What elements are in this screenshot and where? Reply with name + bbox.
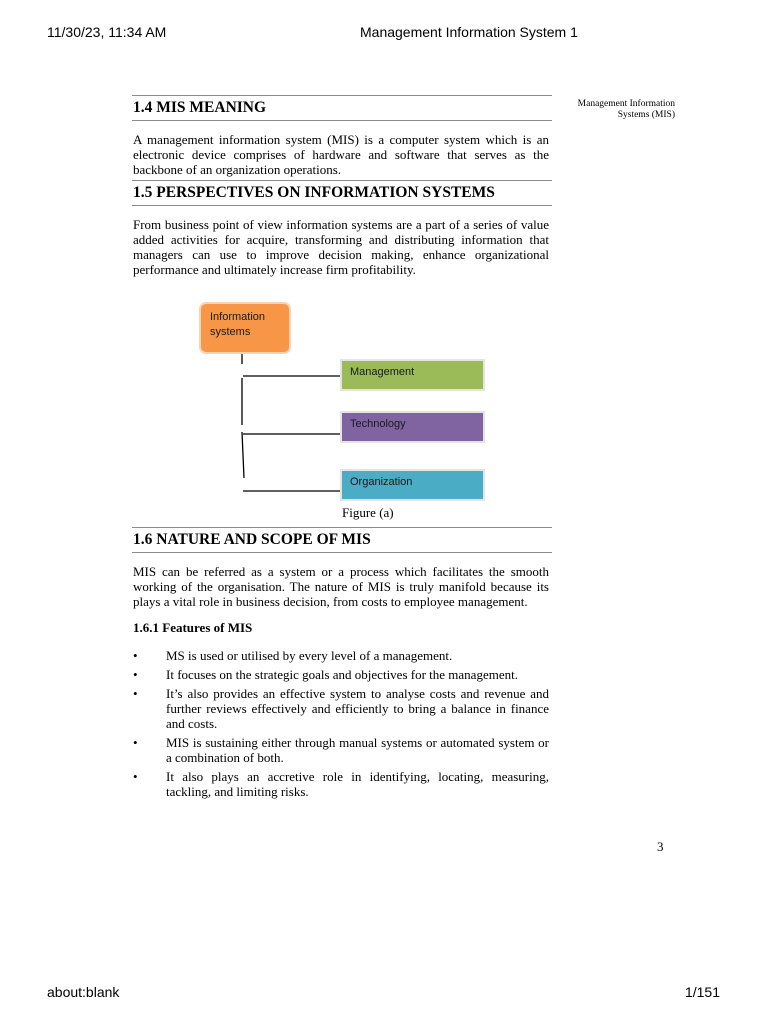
print-document-title: Management Information System 1 <box>360 24 578 40</box>
print-datetime: 11/30/23, 11:34 AM <box>47 24 167 40</box>
bullet-icon: • <box>133 667 138 682</box>
list-item: • It’s also provides an effective system to analyse costs and revenue and further reviews effectively and efficiently to bring a balance in finance and costs. <box>133 686 549 731</box>
list-item: • It also plays an accretive role in identifying, locating, measuring, tackling, and limiting risks. <box>133 769 549 799</box>
bullet-icon: • <box>133 648 138 663</box>
section-heading-1-5: 1.5 PERSPECTIVES ON INFORMATION SYSTEMS <box>132 180 552 206</box>
section-heading-1-6: 1.6 NATURE AND SCOPE OF MIS <box>132 527 552 553</box>
print-page-count: 1/151 <box>684 984 720 1000</box>
section-body-1-4: A management information system (MIS) is a computer system which is an electronic device comprises of hardware and software that serves as the backbone of an organization operations. <box>133 132 549 177</box>
page-content <box>133 95 549 799</box>
list-item: • It focuses on the strategic goals and objectives for the management. <box>133 667 518 682</box>
bullet-icon: • <box>133 735 138 750</box>
bullet-icon: • <box>133 686 138 701</box>
browser-print-footer <box>0 980 768 1010</box>
page-number: 3 <box>657 839 664 854</box>
organization-node: Organization <box>340 469 485 501</box>
section-heading-1-4: 1.4 MIS MEANING <box>132 95 552 121</box>
section-body-1-6: MIS can be referred as a system or a process which facilitates the smooth working of the organisation. The nature of MIS is truly manifold because its plays a vital role in business decision, from costs to employee management. <box>133 564 549 609</box>
browser-print-header <box>0 0 768 60</box>
bullet-icon: • <box>133 769 138 784</box>
information-systems-node: Information systems <box>199 302 291 354</box>
section-body-1-5: From business point of view information systems are a part of a series of value added activities for acquire, transforming and distributing information that managers can use to improve decision making, enhance organizational performance and ultimately increase firm profitability. <box>133 217 549 277</box>
subsection-heading-1-6-1: 1.6.1 Features of MIS <box>133 620 253 635</box>
management-node: Management <box>340 359 485 391</box>
list-item: • MIS is sustaining either through manual systems or automated system or a combination of both. <box>133 735 549 765</box>
margin-note: Management Information Systems (MIS) <box>577 99 675 120</box>
figure-caption: Figure (a) <box>342 505 394 520</box>
list-item: • MS is used or utilised by every level of a management. <box>133 648 453 663</box>
technology-node: Technology <box>340 411 485 443</box>
features-list <box>133 648 549 799</box>
print-url: about:blank <box>47 984 120 1000</box>
